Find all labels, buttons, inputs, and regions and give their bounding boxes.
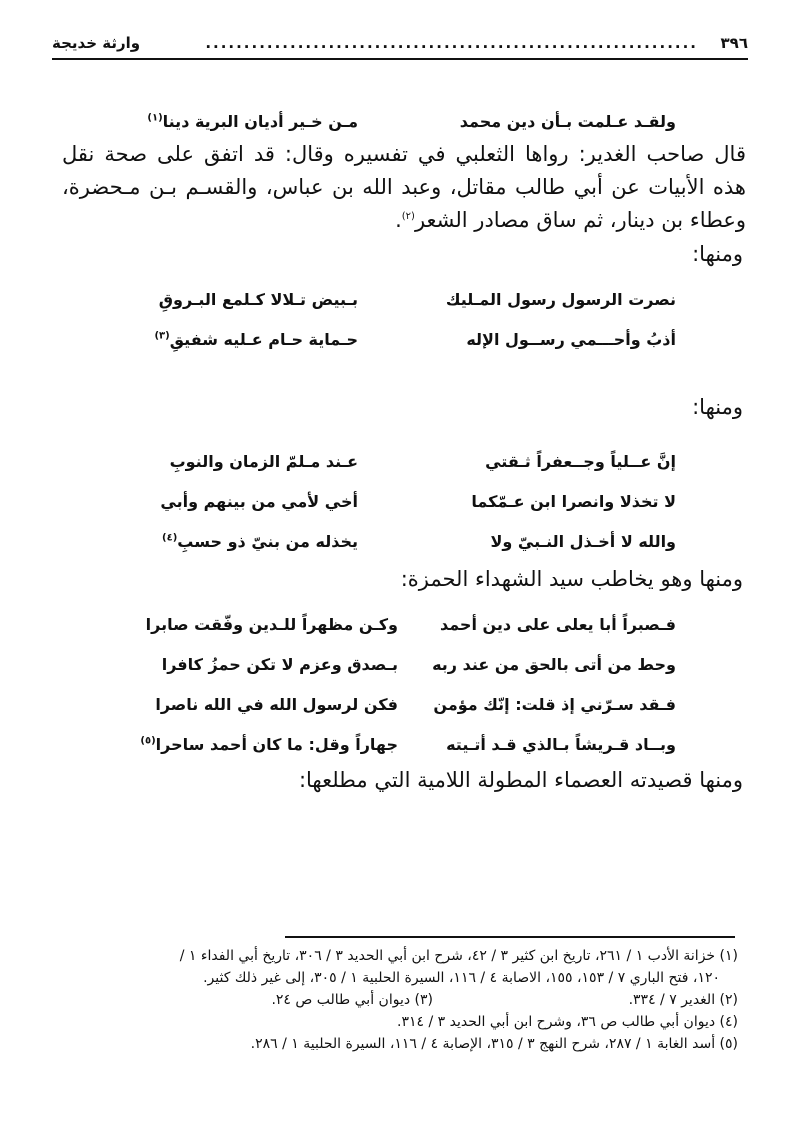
verse-hemistich: وبــاد قـريشاً بـالذي قـد أتـيته bbox=[446, 735, 676, 754]
verse-hemistich: والله لا أخـذل النـبيّ ولا bbox=[490, 532, 676, 551]
paragraph-line: قال صاحب الغدير: رواها الثعلبي في تفسيره وقال: قد اتفق على صحة نقل bbox=[62, 142, 746, 166]
verse-hemistich: بـبيض تـلالا كـلمع البـروقِ bbox=[158, 290, 358, 309]
footnote: ١٢٠، فتح الباري ٧ / ١٥٣، ١٥٥، الاصابة ٤ / ١١٦، السيرة الحلبية ١ / ٣٠٥، إلى غير ذلك كثير. bbox=[203, 970, 720, 986]
verse-hemistich: وكـن مظهراً للـدين وفّقت صابرا bbox=[145, 615, 398, 634]
section-intro: ومنها: bbox=[692, 395, 743, 419]
footnote: (٣) ديوان أبي طالب ص ٢٤. bbox=[271, 992, 433, 1008]
paragraph-line: وعطاء بن دينار، ثم ساق مصادر الشعر$^{(٢)}$. bbox=[395, 208, 746, 232]
footnote: (٤) ديوان أبي طالب ص ٣٦، وشرح ابن أبي الحديد ٣ / ٣١٤. bbox=[397, 1014, 738, 1030]
verse-hemistich: فكن لرسول الله في الله ناصرا bbox=[155, 695, 398, 714]
running-header bbox=[52, 32, 748, 60]
verse-hemistich: حـماية حـام عـليه شفيقِ$^{(٣)}$ bbox=[154, 330, 358, 349]
verse-hemistich: يخذله من بنيّ ذو حسبِ$^{(٤)}$ bbox=[162, 532, 358, 551]
verse-hemistich: جهاراً وقل: ما كان أحمد ساحرا$^{(٥)}$ bbox=[140, 735, 398, 754]
header-title: وارثة خديجة bbox=[52, 34, 141, 52]
verse-hemistich: وحط من أتى بالحق من عند ربه bbox=[432, 655, 676, 674]
verse-hemistich: فـصبراً أبا يعلى على دين أحمد bbox=[439, 615, 676, 634]
footnote: (١) خزانة الأدب ١ / ٢٦١، تاريخ ابن كثير ٣ / ٤٢، شرح ابن أبي الحديد ٣ / ٣٠٦، تاريخ أبي الفداء ١ / bbox=[179, 948, 738, 964]
verse-hemistich: نصرت الرسول رسول المـليك bbox=[445, 290, 676, 309]
verse-hemistich: مـن خـير أديان البرية دينا$^{(١)}$ bbox=[147, 112, 358, 131]
verse-hemistich: أخي لأمي من بينهم وأبي bbox=[160, 492, 358, 511]
verse-hemistich: بـصدق وعزم لا تكن حمزُ كافرا bbox=[161, 655, 398, 674]
page-number: ٣٩٦ bbox=[720, 34, 748, 52]
footnote-divider bbox=[285, 936, 735, 938]
verse-hemistich: إنَّ عــلياً وجــعفراً ثـقتي bbox=[485, 452, 676, 471]
verse-hemistich: فـقد سـرّني إذ قلت: إنّك مؤمن bbox=[433, 695, 676, 714]
verse-hemistich: لا تخذلا وانصرا ابن عـمّكما bbox=[471, 492, 676, 511]
verse-hemistich: أذبُ وأحـــمي رســول الإله bbox=[466, 330, 676, 349]
footnote: (٥) أسد الغابة ١ / ٢٨٧، شرح النهج ٣ / ٣١٥، الإصابة ٤ / ١١٦، السيرة الحلبية ١ / ٢٨٦. bbox=[250, 1036, 738, 1052]
section-intro: ومنها وهو يخاطب سيد الشهداء الحمزة: bbox=[400, 567, 743, 591]
paragraph-line: هذه الأبيات عن أبي طالب مقاتل، وعبد الله بن عباس، والقسـم بـن مـحضرة، bbox=[62, 175, 746, 199]
header-dots: ................................................................ bbox=[205, 34, 698, 52]
closing-line: ومنها قصيدته العصماء المطولة اللامية التي مطلعها: bbox=[298, 768, 743, 792]
verse-hemistich: ولقـد عـلمت بـأن دين محمد bbox=[459, 112, 676, 131]
verse-hemistich: عـند مـلمّ الزمان والنوبِ bbox=[169, 452, 358, 471]
section-intro: ومنها: bbox=[692, 242, 743, 266]
footnote: (٢) الغدير ٧ / ٣٣٤. bbox=[628, 992, 738, 1008]
